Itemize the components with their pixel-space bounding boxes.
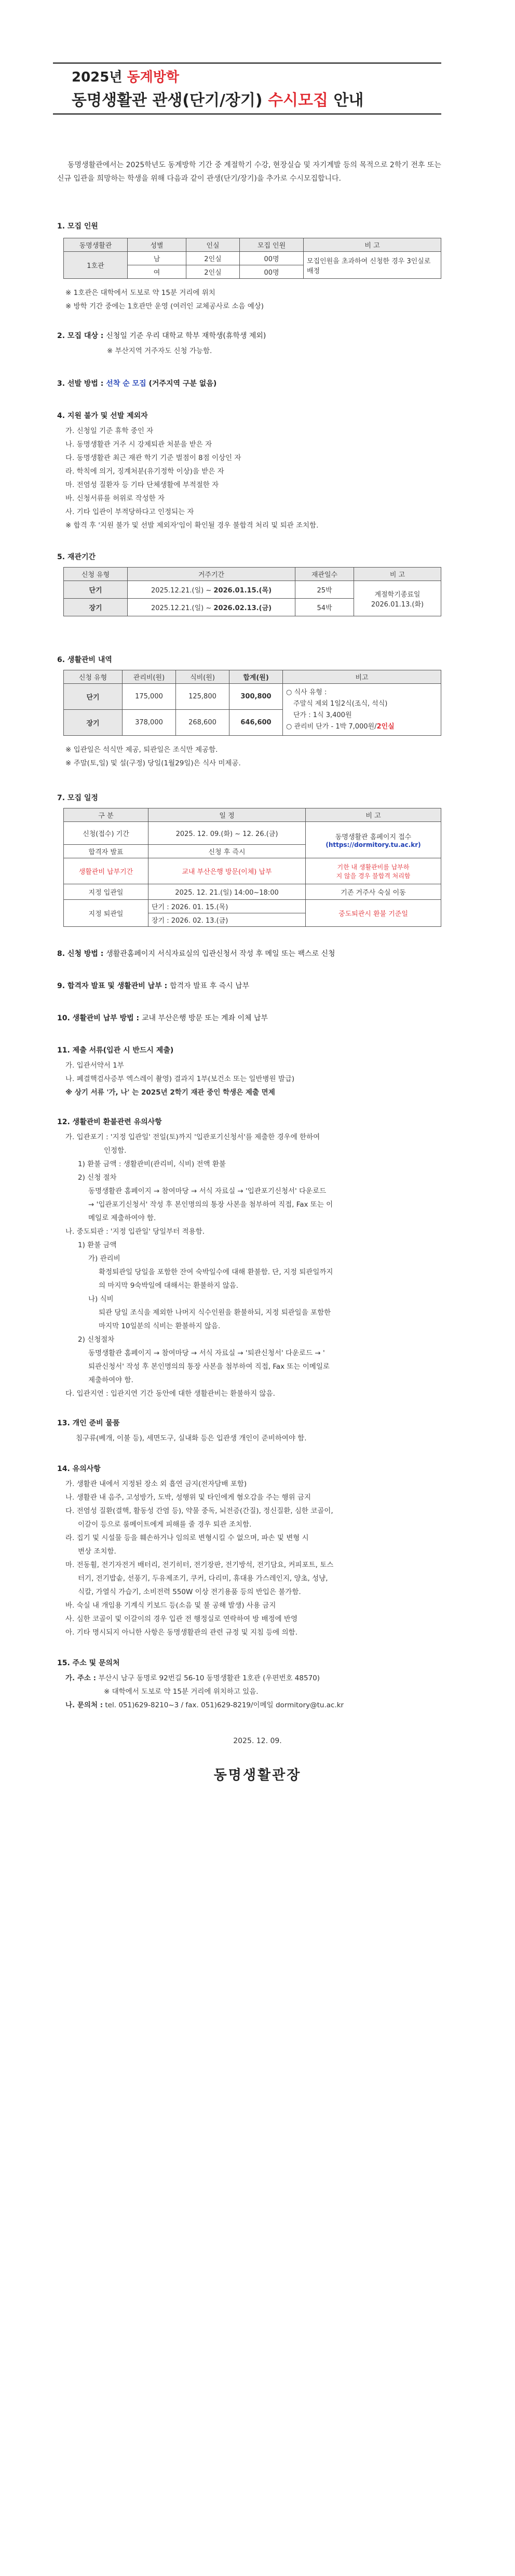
s6-note4b: 2인실 <box>376 722 395 731</box>
s12-l11: 의 마지막 9숙박일에 대해서는 환불하지 않음. <box>99 1282 239 1290</box>
s3-line <box>57 378 216 388</box>
s6-h1: 관리비(원) <box>123 670 176 684</box>
s6-title: 6. 생활관비 내역 <box>57 656 112 664</box>
s12-l1b: 인정함. <box>104 1147 127 1155</box>
s7-r3-date: 교내 부산은행 방문(이체) 납부 <box>148 858 306 884</box>
s3-highlight: 선착 순 모집 <box>106 380 146 388</box>
s15-addr-sub: ※ 대학에서 도보로 약 15분 거리에 위치하고 있음. <box>104 1688 259 1696</box>
s2-sub: ※ 부산지역 거주자도 신청 가능함. <box>107 347 212 355</box>
s6-warn1: ※ 입관일은 석식만 제공, 퇴관일은 조식만 제공함. <box>65 746 218 754</box>
s1-r1-count: 00명 <box>240 265 304 279</box>
s4-item-5: 바. 신청서류를 허위로 작성한 자 <box>65 494 165 503</box>
s14-title: 14. 유의사항 <box>57 1465 101 1473</box>
s7-r3-note <box>306 858 441 884</box>
s5-h3: 비 고 <box>354 568 441 581</box>
s6-r1-food: 268,600 <box>176 710 229 736</box>
s10-title: 10. 생활관비 납부 방법 : <box>57 1014 140 1022</box>
s1-h0: 동명생활관 <box>64 238 128 252</box>
s5-r0-type: 단기 <box>64 581 128 599</box>
s12-l19: 다. 입관지연 : 입관지연 기간 동안에 대한 생활관비는 환불하지 않음. <box>65 1390 275 1398</box>
s6-note2: 주말식 제외 1일2식(조식, 석식) <box>293 699 388 708</box>
s12-l15: 2) 신청절차 <box>78 1336 115 1344</box>
s6-note1: ○ 식사 유형 : <box>286 688 327 696</box>
s6-r1-total: 646,600 <box>229 710 283 736</box>
s15-contact: tel. 051)629-8210~3 / fax. 051)629-8219/이메일 dormitory@tu.ac.kr <box>105 1701 344 1709</box>
s5-h2: 재관일수 <box>295 568 354 581</box>
s6-note3: 단가 : 1식 3,400원 <box>293 711 352 719</box>
s6-r1-type: 장기 <box>64 710 123 736</box>
s14-l7: 사. 심한 코골이 및 이갈이의 경우 입관 전 행정실로 연락하여 방 배정에 반영 <box>65 1615 298 1623</box>
s7-r4-date: 2025. 12. 21.(일) 14:00~18:00 <box>148 884 306 900</box>
header-top-rule <box>53 62 441 64</box>
s1-warn1: ※ 1호관은 대학에서 도보로 약 15분 거리에 위치 <box>65 289 215 297</box>
s10-text: 교내 부산은행 방문 또는 계좌 이체 납부 <box>141 1014 268 1022</box>
s9-line <box>57 980 249 991</box>
s10-line <box>57 1013 268 1023</box>
s14-l4: 라. 집기 및 시설물 등을 훼손하거나 임의로 변형시킬 수 없으며, 파손 및 변형 시 <box>65 1534 309 1542</box>
s1-building: 1호관 <box>64 252 128 279</box>
s14-l5: 마. 전동휠, 전기자전거 배터리, 전기히터, 전기장판, 전기방석, 전기담요, 커피포트, 토스 <box>65 1561 334 1569</box>
s14-l5c: 식칼, 가열식 가습기, 소비전력 550W 이상 전기용품 등의 반입은 불가함. <box>78 1588 301 1596</box>
s6-h4: 비고 <box>283 670 441 684</box>
s8-title: 8. 신청 방법 : <box>57 950 104 958</box>
s3-rest: (거주지역 구분 없음) <box>148 380 217 388</box>
s9-title: 9. 합격자 발표 및 생활관비 납부 : <box>57 982 168 990</box>
s8-line <box>57 948 335 959</box>
s5-h1: 거주기간 <box>128 568 295 581</box>
s4-item-3: 라. 학칙에 의거, 징계처분(유기정학 이상)을 받은 자 <box>65 467 224 476</box>
s4-item-0: 가. 신청일 기준 휴학 중인 자 <box>65 427 154 435</box>
s5-period-table <box>63 567 441 616</box>
s15-addr-line <box>65 1672 320 1682</box>
s1-title: 1. 모집 인원 <box>57 222 98 231</box>
s1-r0-room: 2인실 <box>186 252 240 265</box>
s2-title: 2. 모집 대상 : <box>57 332 104 340</box>
s1-recruit-table <box>63 238 441 279</box>
s6-warn2: ※ 주말(토,일) 및 설(구정) 당일(1월29일)은 식사 미제공. <box>65 759 241 767</box>
s7-h1: 일 정 <box>148 808 306 822</box>
s12-l10: 확정퇴관일 당일을 포함한 잔여 숙박일수에 대해 환불함. 단, 지정 퇴관일까지 <box>99 1268 333 1276</box>
s4-title: 4. 지원 불가 및 선발 제외자 <box>57 412 148 420</box>
s12-l18: 제출하여야 함. <box>88 1376 133 1384</box>
s6-r0-type: 단기 <box>64 684 123 710</box>
s4-item-1: 나. 동명생활관 거주 시 강제퇴관 처분을 받은 자 <box>65 440 212 449</box>
s7-r1-date: 2025. 12. 09.(화) ~ 12. 26.(금) <box>148 822 306 845</box>
s13-title: 13. 개인 준비 물품 <box>57 1419 120 1427</box>
s7-h0: 구 분 <box>64 808 148 822</box>
s6-r0-food: 125,800 <box>176 684 229 710</box>
s12-l8: 1) 환불 금액 <box>78 1241 117 1249</box>
s5-r1-period <box>128 599 295 616</box>
s5-r0-period-a: 2025.12.21.(일) ~ <box>151 587 212 595</box>
s6-r0-total: 300,800 <box>229 684 283 710</box>
s6-h0: 신청 유형 <box>64 670 123 684</box>
title-main-b: 수시모집 <box>268 91 328 110</box>
s12-l6: 메일로 제출하여야 함. <box>88 1214 156 1222</box>
s7-r3-note-b: 지 않을 경우 불합격 처리함 <box>336 872 411 880</box>
s12-l17: 퇴관신청서' 작성 후 본인명의의 통장 사본을 첨부하여 직접, Fax 또는 이메일로 <box>88 1363 330 1371</box>
s14-l2: 나. 생활관 내 음주, 고성방가, 도박, 성행위 및 타인에게 혐오감을 주는 행위 금지 <box>65 1493 311 1502</box>
s7-r4-note: 기존 거주사 숙실 이동 <box>306 884 441 900</box>
s6-r0-fee: 175,000 <box>123 684 176 710</box>
s7-h2: 비 고 <box>306 808 441 822</box>
s1-h2: 인실 <box>186 238 240 252</box>
s6-note <box>283 684 441 736</box>
title-season: 동계방학 <box>127 70 180 85</box>
s8-text: 생활관홈페이지 서식자료실의 입관신청서 작성 후 메일 또는 팩스로 신청 <box>106 950 335 958</box>
s6-r1-fee: 378,000 <box>123 710 176 736</box>
s12-l5: → '입관포기신청서' 작성 후 본인명의의 통장 사본을 첨부하여 직접, Fax 또는 이 <box>88 1201 333 1209</box>
s14-l5b: 터기, 전기밥솥, 선풍기, 두유제조기, 쿠커, 다리미, 휴대용 가스레인지, 양초, 성냥, <box>78 1574 328 1583</box>
s14-l4b: 변상 조치함. <box>78 1547 116 1556</box>
s12-l13: 퇴관 당일 조식을 제외한 나머지 식수인원을 환불하되, 지정 퇴관일을 포함한 <box>99 1309 331 1317</box>
s15-contact-label: 나. 문의처 : <box>65 1701 103 1709</box>
header-title-line2 <box>72 87 363 110</box>
s5-title: 5. 재관기간 <box>57 553 96 561</box>
s15-title: 15. 주소 및 문의처 <box>57 1659 120 1667</box>
s5-r1-days: 54박 <box>295 599 354 616</box>
s5-note-a: 계절학기종료일 <box>374 590 421 599</box>
s9-text: 합격자 발표 후 즉시 납부 <box>170 982 250 990</box>
s1-r0-gender: 남 <box>128 252 186 265</box>
s11-title: 11. 제출 서류(입관 시 반드시 제출) <box>57 1046 174 1055</box>
s11-item-0: 가. 입관서약서 1부 <box>65 1061 124 1070</box>
intro-paragraph: 동명생활관에서는 2025학년도 동계방학 기간 중 계절학기 수강, 현장실습 및 자기계발 등의 목적으로 2학기 전후 또는 신규 입관을 희망하는 학생을 위해 다음과 같이 관생(단기/장기)을 추가로 수시모집합니다. <box>57 161 441 183</box>
s13-text: 침구류(베개, 이불 등), 세면도구, 실내화 등은 입관생 개인이 준비하여야 함. <box>76 1434 307 1442</box>
s6-fee-table <box>63 670 441 736</box>
s4-item-6: 사. 기타 입관이 부적당하다고 인정되는 자 <box>65 508 194 516</box>
s14-l6: 바. 숙실 내 개임용 기계식 키보드 등(소음 및 불 공해 발생) 사용 금지 <box>65 1601 276 1610</box>
s15-addr: 부산시 남구 동명로 92번길 56-10 동명생활관 1호관 (우편번호 48570) <box>98 1674 320 1682</box>
s6-h3: 합계(원) <box>229 670 283 684</box>
header-title-line1 <box>72 66 179 86</box>
s12-l7: 나. 중도퇴관 : '지정 입관일' 당일부터 적용함. <box>65 1228 205 1236</box>
s5-r0-days: 25박 <box>295 581 354 599</box>
s12-title: 12. 생활관비 환불관련 유의사항 <box>57 1118 162 1126</box>
s7-schedule-table <box>63 808 441 927</box>
s4-warn: ※ 합격 후 '지원 불가 및 선발 제외자'임이 확인될 경우 불합격 처리 및 퇴관 조치함. <box>65 521 319 530</box>
s1-warn2: ※ 방학 기간 중에는 1호관만 운영 (여러인 교체공사로 소음 예상) <box>65 302 264 311</box>
s12-l12: 나) 식비 <box>88 1295 114 1303</box>
s7-r2-label: 합격자 발표 <box>64 845 148 858</box>
s5-r1-period-b: 2026.02.13.(금) <box>213 604 272 612</box>
s12-l16: 동명생활관 홈페이지 → 참여마당 → 서식 자료실 → '퇴관신청서' 다운로드 → ' <box>88 1349 325 1357</box>
s12-l1: 가. 입관포기 : '지정 입관일' 전일(토)까지 '입관포기신청서'를 제출한 경우에 한하여 <box>65 1133 320 1141</box>
s2-line <box>57 330 266 341</box>
s15-addr-label: 가. 주소 : <box>65 1674 97 1682</box>
s1-h1: 성별 <box>128 238 186 252</box>
s5-h0: 신청 유형 <box>64 568 128 581</box>
s1-h3: 모집 인원 <box>240 238 304 252</box>
s5-r1-type: 장기 <box>64 599 128 616</box>
s7-r4-label: 지정 입관일 <box>64 884 148 900</box>
title-main-c: 안내 <box>333 91 364 110</box>
header-bottom-rule <box>53 113 441 115</box>
s7-r5-note: 중도퇴관시 환불 기준일 <box>306 900 441 927</box>
s5-note-b: 2026.01.13.(화) <box>371 600 424 609</box>
s1-r1-gender: 여 <box>128 265 186 279</box>
s11-warn: ※ 상기 서류 '가, 나' 는 2025년 2학기 재관 중인 학생은 제출 면제 <box>65 1088 275 1097</box>
s6-note4-line <box>286 721 438 733</box>
s14-l1: 가. 생활관 내에서 지정된 장소 외 흡연 금지(전자담배 포함) <box>65 1480 247 1488</box>
s5-note <box>354 581 441 616</box>
s12-l3: 2) 신청 절차 <box>78 1174 117 1182</box>
s4-item-2: 다. 동명생활관 최근 재관 학기 기준 벌점이 8점 이상인 자 <box>65 454 241 462</box>
s12-l2: 1) 환불 금액 : 생활관비(관리비, 식비) 전액 환불 <box>78 1160 226 1168</box>
s1-r0-count: 00명 <box>240 252 304 265</box>
s14-l8: 아. 기타 명시되지 아니한 사항은 동명생활관의 관련 규정 및 지침 등에 의함. <box>65 1628 298 1637</box>
s7-title: 7. 모집 일정 <box>57 794 98 802</box>
title-year: 2025년 <box>72 70 123 85</box>
s3-title: 3. 선발 방법 : <box>57 380 104 388</box>
s7-r3-note-a: 기한 내 생활관비를 납부하 <box>337 863 410 871</box>
footer-org: 동명생활관장 <box>213 1768 302 1783</box>
s2-text: 신청일 기준 우리 대학교 학부 재학생(휴학생 제외) <box>106 332 266 340</box>
s14-l3: 다. 전염성 질환(결핵, 활동성 간염 등), 약물 중독, 뇌전증(간질), 정신질환, 심한 코골이, <box>65 1507 333 1515</box>
s4-item-4: 마. 전염성 질환자 등 기타 단체생활에 부적절한 자 <box>65 481 219 489</box>
s1-note: 모집인원을 초과하여 신청한 경우 3인실로 배정 <box>304 252 441 279</box>
s7-r5-date-a: 단기 : 2026. 01. 15.(목) <box>148 900 306 913</box>
s15-contact-line <box>65 1699 344 1709</box>
s12-l14: 마지막 10일분의 식비는 환불하지 않음. <box>99 1322 221 1330</box>
s7-r1-note <box>306 822 441 858</box>
s7-r1-note-b: (https://dormitory.tu.ac.kr) <box>326 841 421 848</box>
s12-l4: 동명생활관 홈페이지 → 참여마당 → 서식 자료실 → '입관포기신청서' 다운로드 <box>88 1187 327 1195</box>
s7-r5-label: 지정 퇴관일 <box>64 900 148 927</box>
s7-r5-date-b: 장기 : 2026. 02. 13.(금) <box>148 913 306 927</box>
s12-l9: 가) 관리비 <box>88 1255 120 1263</box>
s7-r1-note-a: 동명생활관 홈페이지 접수 <box>335 833 412 841</box>
s7-r2-date: 신청 후 즉시 <box>148 845 306 858</box>
title-main-a: 동명생활관 관생(단기/장기) <box>72 91 263 110</box>
s6-h2: 식비(원) <box>176 670 229 684</box>
s14-l3b: 이갈이 등으로 룸메이트에게 피해를 줄 경우 퇴관 조치함. <box>78 1520 252 1529</box>
s6-note4: ○ 관리비 단가 - 1박 7,000원/ <box>286 722 377 731</box>
s1-r1-room: 2인실 <box>186 265 240 279</box>
s5-r0-period-b: 2026.01.15.(목) <box>213 587 272 595</box>
s7-r1-label: 신청(접수) 기간 <box>64 822 148 845</box>
s5-r1-period-a: 2025.12.21.(일) ~ <box>151 604 212 612</box>
footer-date: 2025. 12. 09. <box>233 1737 282 1745</box>
s7-r3-label: 생활관비 납부기간 <box>64 858 148 884</box>
s5-r0-period <box>128 581 295 599</box>
s1-h4: 비 고 <box>304 238 441 252</box>
s11-item-1: 나. 폐결핵검사증부 엑스레이 촬영) 결과지 1부(보건소 또는 일반병원 발급) <box>65 1075 295 1083</box>
